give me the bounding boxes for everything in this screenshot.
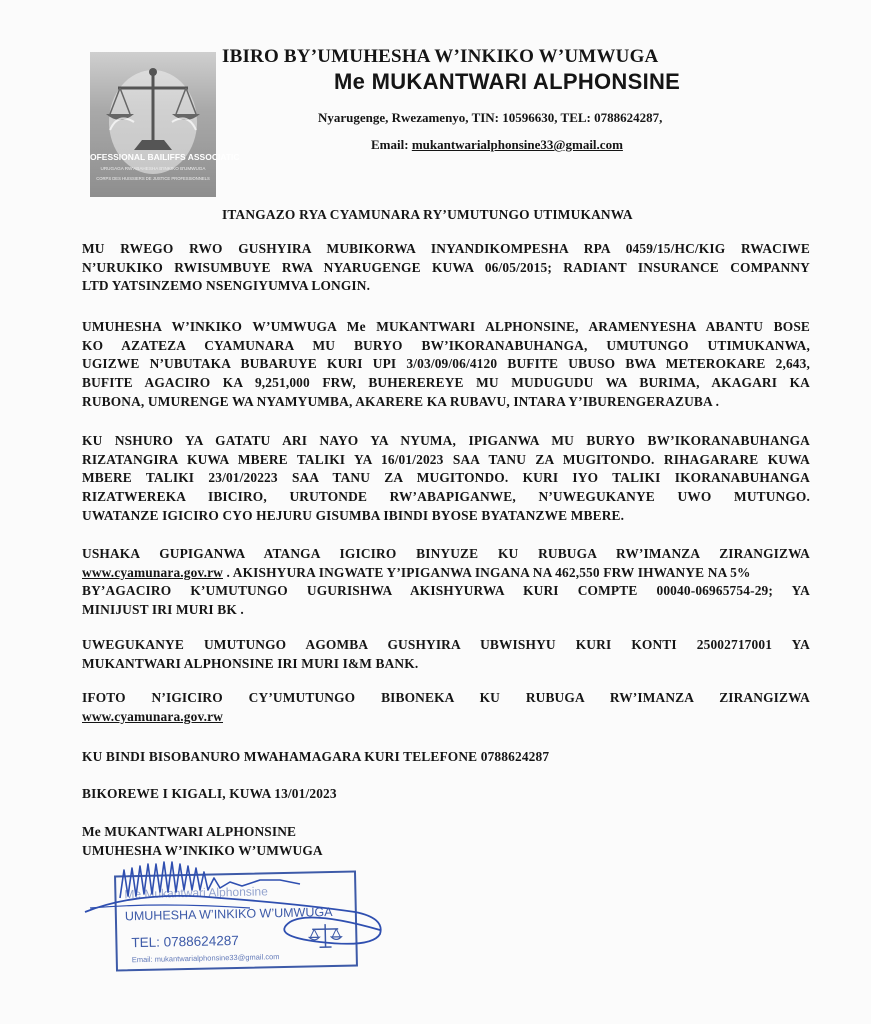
paragraph-line: RIZATANGIRA KUWA MBERE TALIKI YA 16/01/2023 SAA TANU ZA MUGITONDO. RIHAGARARE KUWA: [82, 451, 810, 467]
cyamunara-link[interactable]: www.cyamunara.gov.rw: [82, 564, 223, 580]
paragraph-photo: [82, 689, 810, 726]
paragraph-line: N’URUKIKO RWISUMBUYE RWA NYARUGENGE KUWA 06/05/2015; RADIANT INSURANCE COMPANNY: [82, 259, 810, 275]
bailiff-name: Me MUKANTWARI ALPHONSINE: [334, 69, 681, 94]
handwritten-signature: [80, 850, 400, 960]
paragraph-line: KU NSHURO YA GATATU ARI NAYO YA NYUMA, IPIGANWA MU BURYO BW’IKORANABUHANGA: [82, 433, 810, 448]
paragraph-line: MUKANTWARI ALPHONSINE IRI MURI I&M BANK.: [82, 655, 419, 671]
paragraph-line: IFOTO N’IGICIRO CY’UMUTUNGO BIBONEKA KU RUBUGA RW’IMANZA ZIRANGIZWA: [82, 690, 810, 705]
contact-line: Nyarugenge, Rwezamenyo, TIN: 10596630, TEL: 0788624287,: [318, 110, 663, 125]
association-logo: [90, 52, 240, 197]
stamp-phone: TEL: 0788624287: [131, 932, 239, 951]
cyamunara-link[interactable]: www.cyamunara.gov.rw: [82, 708, 223, 724]
paragraph-line: UGIZWE N’UBUTAKA BUBARUYE KURI UPI 3/03/09/06/4120 BUFITE UBUSO BWA METEROKARE 2,643,: [82, 356, 810, 372]
paragraph-line: [82, 708, 810, 727]
paragraph-judgment: [82, 240, 810, 296]
email-line: [371, 137, 623, 153]
paragraph-property: [82, 318, 810, 412]
logo-text-main: OFESSIONAL BAILIFFS ASSOCIATIC: [90, 152, 240, 162]
paragraph-line: UMUHESHA W’INKIKO W’UMWUGA Me MUKANTWARI ALPHONSINE, ARAMENYESHA ABANTU BOSE: [82, 319, 810, 334]
paragraph-line: UWEGUKANYE UMUTUNGO AGOMBA GUSHYIRA UBWISHYU KURI KONTI 25002717001 YA: [82, 637, 810, 652]
paragraph-line: BY’AGACIRO K’UMUTUNGO UGURISHWA AKISHYURWA KURI COMPTE 00040-06965754-29; YA: [82, 583, 810, 599]
stamp-name: Me Mukantwari Alphonsine: [124, 884, 268, 902]
paragraph-line: RUBONA, UMURENGE WA NYAMYUMBA, AKARERE KA RUBAVU, INTARA Y’IBURENGERAZUBA .: [82, 393, 720, 409]
paragraph-info-phone: [82, 748, 810, 767]
paragraph-line: MU RWEGO RWO GUSHYIRA MUBIKORWA INYANDIKOMPESHA RPA 0459/15/HC/KIG RWACIWE: [82, 241, 810, 256]
stamp-email: Email: mukantwarialphonsine33@gmail.com: [131, 952, 280, 965]
notice-title: ITANGAZO RYA CYAMUNARA RY’UMUTUNGO UTIMUKANWA: [222, 207, 633, 222]
paragraph-line: KU BINDI BISOBANURO MWAHAMAGARA KURI TELEFONE 0788624287: [82, 749, 550, 764]
paragraph-auction-dates: [82, 432, 810, 526]
paragraph-payment: [82, 636, 810, 673]
paragraph-line: UWATANZE IGICIRO CYO HEJURU GISUMBA IBINDI BYOSE BYATANZWE MBERE.: [82, 507, 625, 523]
paragraph-date-place: [82, 785, 810, 804]
paragraph-line: LTD YATSINZEMO NSENGIYUMVA LONGIN.: [82, 278, 371, 294]
signatory-role: UMUHESHA W’INKIKO W’UMWUGA: [82, 842, 323, 858]
paragraph-line: RIZATWEREKA IBICIRO, URUTONDE RW’ABAPIGANWE, N’UWEGUKANYE UWO MUTUNGO.: [82, 489, 810, 505]
paragraph-bidding: [82, 545, 810, 620]
paragraph-line: MINIJUST IRI MURI BK .: [82, 602, 244, 618]
email-link[interactable]: mukantwarialphonsine33@gmail.com: [411, 137, 623, 152]
paragraph-text: . AKISHYURA INGWATE Y’IPIGANWA INGANA NA 462,550 FRW IHWANYE NA 5%: [223, 564, 751, 580]
office-title: IBIRO BY’UMUHESHA W’INKIKO W’UMWUGA: [222, 46, 659, 67]
signatory-name: Me MUKANTWARI ALPHONSINE: [82, 824, 297, 839]
paragraph-line: USHAKA GUPIGANWA ATANGA IGICIRO BINYUZE KU RUBUGA RW’IMANZA ZIRANGIZWA: [82, 546, 810, 561]
paragraph-line: MBERE TALIKI 23/01/20223 SAA TANU ZA MUGITONDO. KURI IYO TALIKI IKORANABUHANGA: [82, 470, 810, 486]
paragraph-line: [82, 564, 810, 583]
logo-text-sub2: CORPS DES HUISSIERS DE JUSTICE PROFESSIONNELS: [96, 176, 210, 181]
logo-text-sub1: URUGAGA RW'ABAHESHA B'INKIKO B'UMWUGA: [100, 166, 206, 171]
email-label: Email:: [371, 137, 412, 152]
paragraph-line: BIKOREWE I KIGALI, KUWA 13/01/2023: [82, 786, 337, 801]
paragraph-line: KO AZATEZA CYAMUNARA MU BURYO BW’IKORANABUHANGA, UMUTUNGO UTIMUKANWA,: [82, 337, 810, 353]
stamp-role: UMUHESHA W’INKIKO W’UMWUGA: [124, 904, 333, 924]
paragraph-line: BUFITE AGACIRO KA 9,251,000 FRW, BUHEREREYE MU MUDUGUDU WA BURIMA, AKAGARI KA: [82, 375, 810, 391]
